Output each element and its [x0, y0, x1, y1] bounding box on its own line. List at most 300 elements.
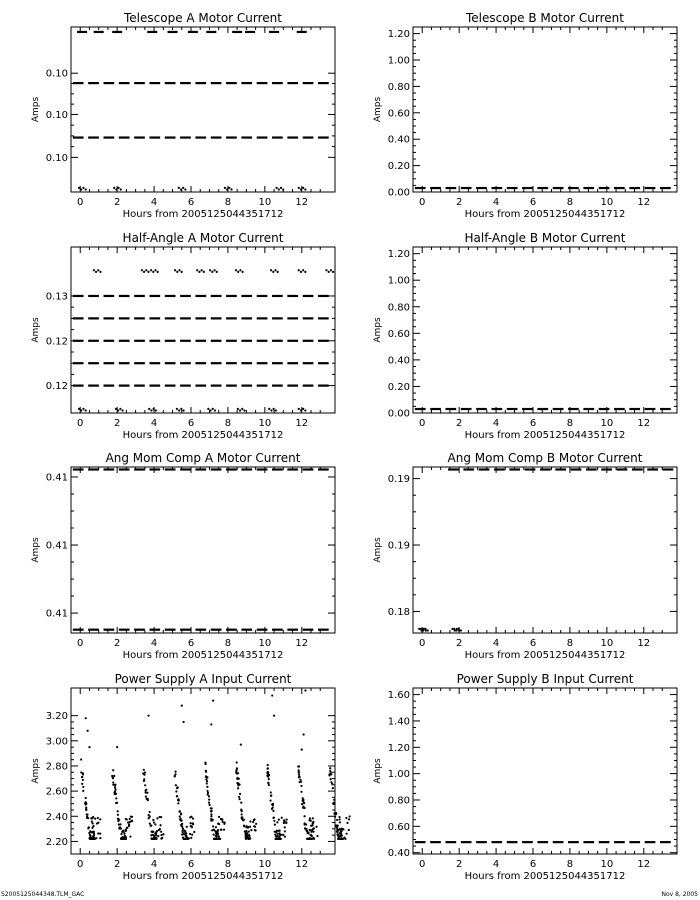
- plot-frame: [413, 688, 677, 854]
- x-tick-label: 8: [566, 638, 574, 649]
- data-point: [420, 628, 422, 630]
- data-point: [309, 829, 311, 831]
- footer-file-name: S2005125044348.TLM_GAC: [1, 891, 85, 898]
- plot-title: Power Supply A Input Current: [114, 672, 292, 686]
- data-point: [129, 835, 131, 837]
- data-point: [144, 784, 146, 786]
- y-tick-label: 0.10: [45, 152, 68, 164]
- data-point: [147, 715, 149, 717]
- data-point: [270, 791, 272, 793]
- data-point: [213, 834, 215, 836]
- data-point: [340, 838, 342, 840]
- y-tick-label: 0.40: [387, 848, 410, 860]
- x-tick-label: 10: [258, 197, 272, 208]
- data-point: [335, 825, 337, 827]
- data-point: [301, 803, 303, 805]
- data-point: [336, 834, 338, 836]
- data-point: [92, 822, 94, 824]
- data-point: [145, 269, 147, 271]
- data-point: [268, 774, 270, 776]
- y-tick-label: 2.80: [45, 761, 68, 773]
- data-point: [298, 187, 300, 189]
- data-point: [338, 838, 340, 840]
- data-point: [141, 269, 143, 271]
- data-point: [85, 797, 87, 799]
- y-axis-label: Amps: [373, 537, 383, 563]
- data-point: [82, 790, 84, 792]
- data-point: [254, 829, 256, 831]
- data-point: [223, 823, 225, 825]
- data-point: [222, 821, 224, 823]
- data-point: [277, 833, 279, 835]
- data-point: [179, 818, 181, 820]
- data-point: [246, 835, 248, 837]
- y-tick-label: 2.40: [45, 811, 68, 823]
- data-point: [460, 629, 462, 631]
- x-axis-label: Hours from 2005125044351712: [464, 430, 626, 441]
- plot-panel-2: [373, 11, 677, 220]
- data-point: [348, 818, 350, 820]
- data-point: [190, 837, 192, 839]
- data-point: [111, 775, 113, 777]
- data-point: [212, 825, 214, 827]
- data-point: [115, 789, 117, 791]
- data-point: [87, 730, 89, 732]
- data-point: [145, 795, 147, 797]
- data-point: [303, 802, 305, 804]
- data-point: [78, 187, 80, 189]
- data-point: [158, 829, 160, 831]
- data-point: [236, 767, 238, 769]
- x-tick-label: 10: [600, 638, 614, 649]
- data-point: [332, 271, 334, 273]
- data-point: [82, 786, 84, 788]
- y-tick-label: 0.80: [387, 302, 410, 314]
- data-point: [160, 831, 162, 833]
- data-point: [177, 799, 179, 801]
- data-point: [237, 271, 239, 273]
- data-point: [150, 409, 152, 411]
- x-tick-label: 6: [529, 197, 537, 208]
- plot-title: Ang Mom Comp A Motor Current: [105, 451, 301, 465]
- data-point: [206, 780, 208, 782]
- data-point: [178, 409, 180, 411]
- x-tick-label: 6: [529, 859, 537, 870]
- data-point: [458, 628, 460, 630]
- y-axis-label: Amps: [373, 758, 383, 784]
- data-point: [216, 836, 218, 838]
- data-point: [243, 825, 245, 827]
- data-point: [332, 787, 334, 789]
- data-point: [280, 187, 282, 189]
- data-point: [302, 807, 304, 809]
- data-point: [299, 779, 301, 781]
- data-point: [329, 767, 331, 769]
- x-tick-label: 6: [529, 638, 537, 649]
- data-point: [176, 408, 178, 410]
- data-point: [147, 271, 149, 273]
- x-tick-label: 2: [455, 859, 463, 870]
- data-point: [340, 835, 342, 837]
- data-point: [276, 187, 278, 189]
- data-point: [241, 408, 243, 410]
- data-point: [179, 810, 181, 812]
- data-point: [312, 837, 314, 839]
- data-point: [81, 783, 83, 785]
- data-point: [340, 833, 342, 835]
- y-axis-label: Amps: [373, 96, 383, 123]
- data-point: [149, 823, 151, 825]
- data-point: [455, 629, 457, 631]
- data-point: [214, 409, 216, 411]
- data-point: [300, 791, 302, 793]
- y-axis-label: Amps: [31, 317, 41, 343]
- data-point: [241, 813, 243, 815]
- data-point: [180, 188, 182, 190]
- data-point: [286, 818, 288, 820]
- data-point: [148, 408, 150, 410]
- data-point: [149, 811, 151, 813]
- data-point: [97, 817, 99, 819]
- x-tick-label: 4: [492, 418, 500, 429]
- data-point: [336, 819, 338, 821]
- data-point: [245, 830, 247, 832]
- x-tick-label: 2: [455, 638, 463, 649]
- data-point: [279, 838, 281, 840]
- x-tick-label: 0: [77, 418, 84, 429]
- data-point: [284, 830, 286, 832]
- data-point: [186, 826, 188, 828]
- data-point: [237, 787, 239, 789]
- data-point: [116, 746, 118, 748]
- data-point: [224, 187, 226, 189]
- data-point: [175, 790, 177, 792]
- data-point: [216, 838, 218, 840]
- data-point: [128, 823, 130, 825]
- data-point: [97, 269, 99, 271]
- data-point: [180, 408, 182, 410]
- data-point: [153, 408, 155, 410]
- y-tick-label: 1.20: [387, 249, 410, 261]
- plot-title: Half-Angle A Motor Current: [122, 231, 284, 245]
- data-point: [307, 831, 309, 833]
- data-point: [272, 810, 274, 812]
- x-tick-label: 0: [77, 638, 84, 649]
- data-point: [211, 807, 213, 809]
- plot-title: Half-Angle B Motor Current: [464, 231, 626, 245]
- x-axis-label: Hours from 2005125044351712: [122, 871, 284, 882]
- data-point: [239, 269, 241, 271]
- data-point: [219, 838, 221, 840]
- data-point: [248, 834, 250, 836]
- data-point: [143, 271, 145, 273]
- data-point: [97, 822, 99, 824]
- data-point: [144, 771, 146, 773]
- data-point: [302, 187, 304, 189]
- data-point: [82, 773, 84, 775]
- data-point: [188, 837, 190, 839]
- data-point: [304, 271, 306, 273]
- data-point: [85, 717, 87, 719]
- data-point: [272, 806, 274, 808]
- x-tick-label: 2: [113, 638, 121, 649]
- plot-frame: [71, 467, 335, 633]
- x-axis-label: Hours from 2005125044351712: [122, 430, 284, 441]
- data-point: [302, 408, 304, 410]
- y-tick-label: 0.20: [387, 161, 410, 173]
- data-point: [126, 827, 128, 829]
- data-point: [236, 761, 238, 763]
- data-point: [175, 784, 177, 786]
- data-point: [268, 778, 270, 780]
- data-point: [206, 782, 208, 784]
- data-point: [178, 187, 180, 189]
- data-point: [274, 833, 276, 835]
- data-point: [268, 408, 270, 410]
- data-point: [150, 824, 152, 826]
- data-point: [312, 828, 314, 830]
- data-point: [216, 271, 218, 273]
- data-point: [119, 408, 121, 410]
- y-tick-label: 0.10: [45, 68, 68, 80]
- data-point: [211, 810, 213, 812]
- data-point: [274, 823, 276, 825]
- data-point: [281, 817, 283, 819]
- data-point: [182, 829, 184, 831]
- data-point: [154, 269, 156, 271]
- y-tick-label: 1.00: [387, 275, 410, 287]
- data-point: [274, 269, 276, 271]
- data-point: [149, 815, 151, 817]
- data-point: [304, 827, 306, 829]
- data-point: [92, 825, 94, 827]
- data-point: [348, 829, 350, 831]
- data-point: [427, 629, 429, 631]
- data-point: [192, 823, 194, 825]
- data-point: [155, 838, 157, 840]
- data-point: [113, 775, 115, 777]
- data-point: [279, 830, 281, 832]
- data-point: [230, 188, 232, 190]
- x-axis-label: Hours from 2005125044351712: [464, 871, 626, 882]
- data-point: [85, 801, 87, 803]
- data-point: [87, 827, 89, 829]
- data-point: [115, 408, 117, 410]
- data-point: [331, 783, 333, 785]
- x-tick-label: 4: [492, 197, 500, 208]
- y-tick-label: 0.41: [45, 540, 68, 552]
- x-axis-label: Hours from 2005125044351712: [464, 650, 626, 661]
- x-tick-label: 0: [419, 418, 426, 429]
- data-point: [192, 817, 194, 819]
- data-point: [210, 813, 212, 815]
- data-point: [114, 787, 116, 789]
- x-tick-label: 10: [258, 859, 272, 870]
- data-point: [85, 409, 87, 411]
- data-point: [150, 269, 152, 271]
- y-tick-label: 2.20: [45, 836, 68, 848]
- data-point: [346, 833, 348, 835]
- x-tick-label: 8: [224, 638, 232, 649]
- y-tick-label: 0.41: [45, 472, 68, 484]
- x-tick-label: 8: [566, 859, 574, 870]
- plot-panel-3: [31, 231, 335, 441]
- data-point: [309, 817, 311, 819]
- data-point: [81, 776, 83, 778]
- data-point: [82, 408, 84, 410]
- x-tick-label: 0: [77, 197, 84, 208]
- data-point: [333, 799, 335, 801]
- data-point: [312, 831, 314, 833]
- data-point: [91, 817, 93, 819]
- data-point: [190, 825, 192, 827]
- y-tick-label: 0.00: [387, 187, 410, 199]
- x-tick-label: 12: [637, 197, 651, 208]
- data-point: [94, 818, 96, 820]
- data-point: [156, 817, 158, 819]
- data-point: [155, 409, 157, 411]
- data-point: [344, 838, 346, 840]
- y-tick-label: 0.12: [45, 336, 68, 348]
- data-point: [189, 822, 191, 824]
- data-point: [216, 832, 218, 834]
- data-point: [218, 816, 220, 818]
- x-tick-label: 4: [150, 418, 158, 429]
- data-point: [82, 779, 84, 781]
- x-tick-label: 12: [295, 638, 309, 649]
- data-point: [303, 815, 305, 817]
- data-point: [333, 803, 335, 805]
- data-point: [300, 188, 302, 190]
- plot-panel-5: [31, 451, 335, 661]
- data-point: [174, 773, 176, 775]
- data-point: [117, 810, 119, 812]
- data-point: [212, 408, 214, 410]
- data-point: [112, 769, 114, 771]
- data-point: [90, 838, 92, 840]
- data-point: [308, 838, 310, 840]
- data-point: [181, 825, 183, 827]
- data-point: [339, 821, 341, 823]
- data-point: [117, 187, 119, 189]
- data-point: [272, 803, 274, 805]
- plot-panel-4: [373, 231, 677, 441]
- data-point: [210, 815, 212, 817]
- x-axis-label: Hours from 2005125044351712: [122, 209, 284, 220]
- data-point: [275, 831, 277, 833]
- data-point: [275, 838, 277, 840]
- data-point: [238, 778, 240, 780]
- data-point: [191, 834, 193, 836]
- data-point: [114, 784, 116, 786]
- data-point: [298, 408, 300, 410]
- data-point: [159, 824, 161, 826]
- data-point: [80, 188, 82, 190]
- data-point: [316, 835, 318, 837]
- y-tick-label: 0.12: [45, 381, 68, 393]
- data-point: [253, 825, 255, 827]
- data-point: [120, 838, 122, 840]
- data-point: [301, 749, 303, 751]
- y-tick-label: 1.60: [387, 690, 410, 702]
- data-point: [276, 821, 278, 823]
- data-point: [92, 831, 94, 833]
- data-point: [145, 789, 147, 791]
- y-tick-label: 1.00: [387, 769, 410, 781]
- data-point: [157, 271, 159, 273]
- plot-frame: [413, 247, 677, 413]
- data-point: [119, 826, 121, 828]
- data-point: [174, 771, 176, 773]
- data-point: [311, 835, 313, 837]
- data-point: [184, 833, 186, 835]
- data-point: [223, 829, 225, 831]
- data-point: [211, 829, 213, 831]
- x-tick-label: 4: [150, 197, 158, 208]
- data-point: [143, 774, 145, 776]
- data-point: [95, 837, 97, 839]
- data-point: [218, 835, 220, 837]
- data-point: [131, 820, 133, 822]
- data-point: [300, 271, 302, 273]
- x-tick-label: 4: [492, 638, 500, 649]
- x-tick-label: 0: [77, 859, 84, 870]
- data-point: [117, 820, 119, 822]
- data-point: [282, 188, 284, 190]
- data-point: [237, 408, 239, 410]
- data-point: [300, 409, 302, 411]
- data-point: [213, 838, 215, 840]
- data-point: [278, 188, 280, 190]
- y-tick-label: 1.20: [387, 29, 410, 41]
- data-point: [267, 771, 269, 773]
- data-point: [312, 821, 314, 823]
- data-point: [113, 187, 115, 189]
- data-point: [89, 834, 91, 836]
- data-point: [181, 705, 183, 707]
- data-point: [115, 793, 117, 795]
- data-point: [272, 271, 274, 273]
- data-point: [330, 778, 332, 780]
- data-point: [252, 821, 254, 823]
- x-tick-label: 10: [600, 418, 614, 429]
- data-point: [176, 271, 178, 273]
- data-point: [298, 774, 300, 776]
- y-tick-label: 0.40: [387, 134, 410, 146]
- data-point: [328, 271, 330, 273]
- y-tick-label: 0.00: [387, 408, 410, 420]
- data-point: [267, 767, 269, 769]
- data-point: [154, 837, 156, 839]
- data-point: [122, 836, 124, 838]
- data-point: [160, 816, 162, 818]
- y-tick-label: 0.19: [387, 474, 410, 486]
- data-point: [253, 818, 255, 820]
- data-point: [243, 409, 245, 411]
- data-point: [284, 836, 286, 838]
- data-point: [340, 830, 342, 832]
- x-tick-label: 8: [224, 197, 232, 208]
- y-tick-label: 0.20: [387, 381, 410, 393]
- data-point: [189, 833, 191, 835]
- data-point: [247, 826, 249, 828]
- data-point: [122, 829, 124, 831]
- data-point: [143, 780, 145, 782]
- data-point: [120, 188, 122, 190]
- y-tick-label: 1.40: [387, 716, 410, 728]
- data-point: [115, 802, 117, 804]
- data-point: [152, 831, 154, 833]
